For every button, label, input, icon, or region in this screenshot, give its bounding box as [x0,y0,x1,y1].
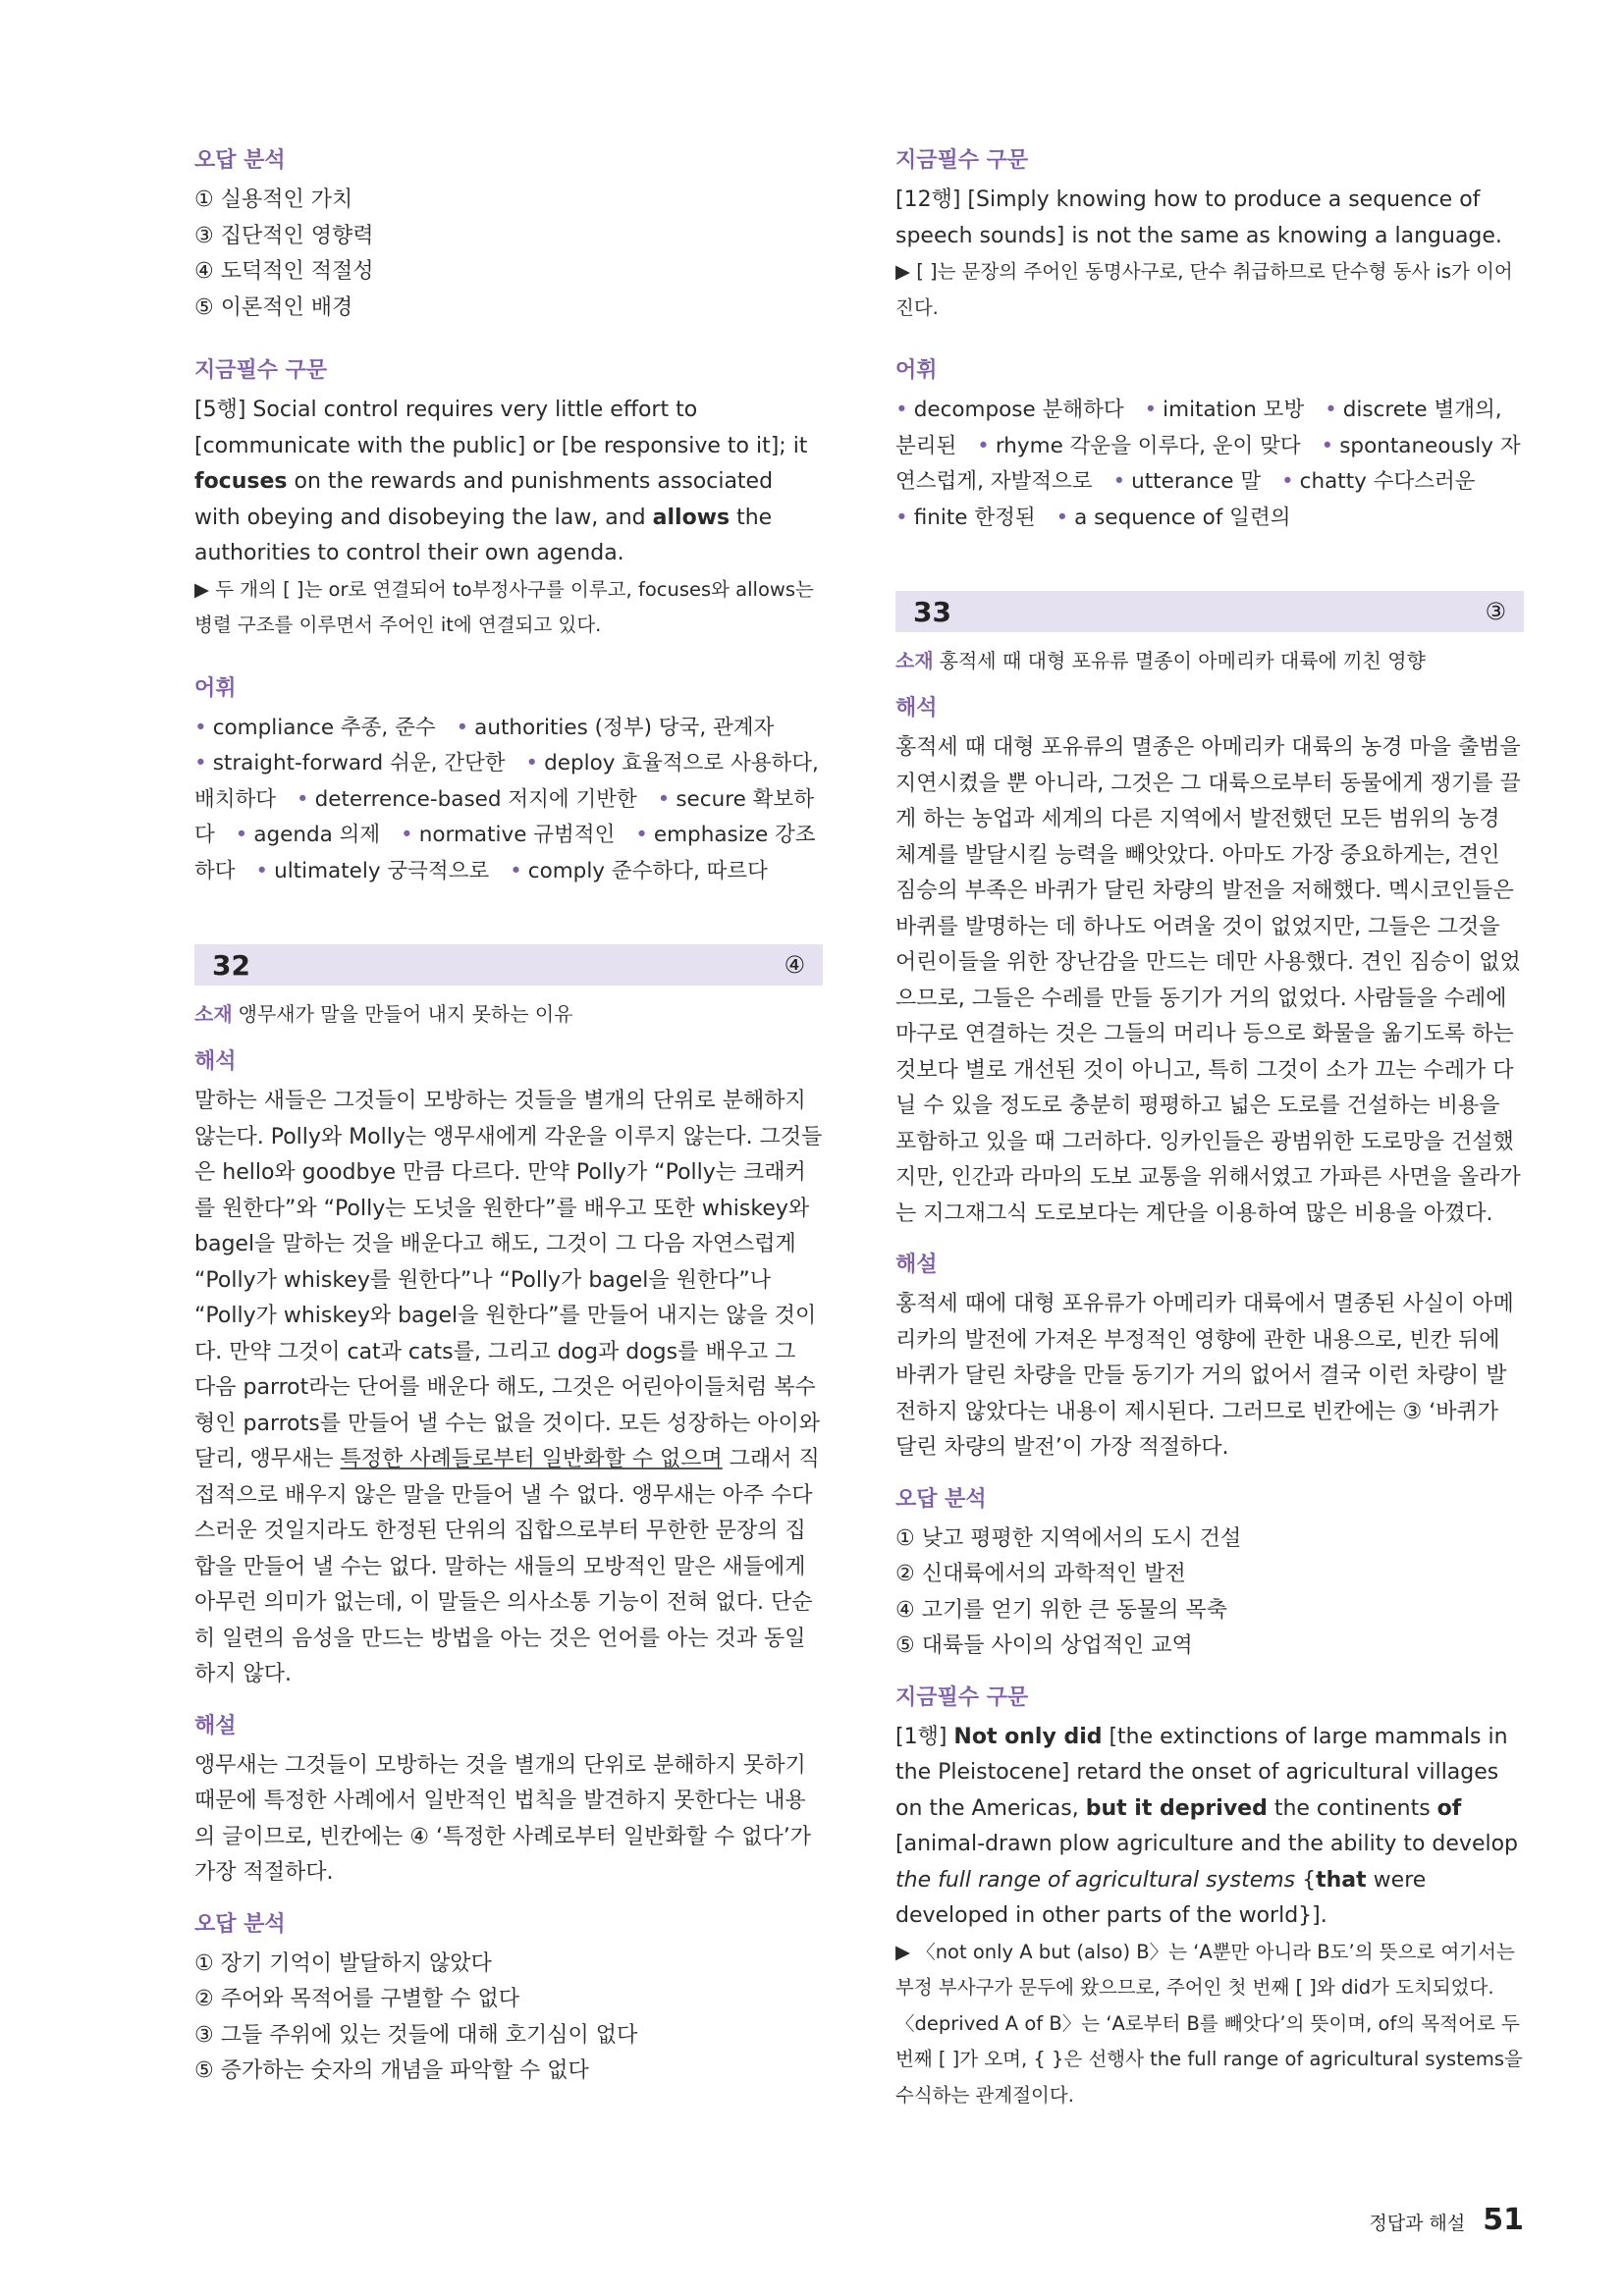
page-number: 51 [1483,2203,1524,2237]
wrong-option: ① 장기 기억이 발달하지 않았다 [194,1950,492,1976]
footer-label: 정답과 해설 [1369,2213,1466,2234]
sentence-text: on the rewards and punishments associated with obeying and disobeying the law, and [194,469,774,530]
topic-text: 앵무새가 말을 만들어 내지 못하는 이유 [238,1002,573,1026]
grammar-note: ▶ 〈not only A but (also) B〉는 ‘A뿐만 아니라 B도’의 뜻으로 여기서는 부정 부사구가 문두에 왔으므로, 주어인 첫 번째 [ ]와 did가 도치되었다. 〈deprived A of B〉는 ‘A로부터 B를 빼앗다’의 뜻이며, of의 목적어로 두 번째 [ ]가 오며, { }은 선행사 the full range of agricultural systems을 수식하는 관계절이다. [895,1940,1523,2107]
question-number: 33 [913,595,951,628]
section-label: 지금필수 구문 [194,358,328,383]
wrong-option: ⑤ 증가하는 숫자의 개념을 파악할 수 없다 [194,2058,589,2083]
wrong-option: ⑤ 이론적인 배경 [194,294,353,320]
question-header [194,944,823,986]
vocab-list [194,711,823,890]
grammar-note: ▶ [ ]는 문장의 주어인 동명사구로, 단수 취급하므로 단수형 동사 is가 이어진다. [895,260,1513,319]
wrong-option-list [194,1947,823,2090]
section-label: 오답 분석 [194,1911,286,1937]
grammar-sentence: [1행] Not only did [the extinctions of large mammals in the Pleistocene] retard the onset of agricultural villages on the Americas, but it deprived the continents of [animal-drawn plow agriculture and the ability to develop the full range of agricultural systems {that were developed in other parts of the world}]. [895,1724,1519,1928]
vocab-item: • discrete 별개의, 분리된 [895,398,1502,458]
grammar-sentence: [12행] [Simply knowing how to produce a sequence of speech sounds] is not the same as knowing a language. [895,187,1502,248]
question-33 [895,591,1524,2113]
vocab-item: • a sequence of 일련의 [1056,505,1291,530]
question-32 [194,944,823,2090]
vocab-item: • deploy 효율적으로 사용하다, 배치하다 [194,751,819,812]
wrong-option: ② 주어와 목적어를 구별할 수 없다 [194,1987,519,2011]
topic-tag: 소재 [895,649,934,672]
vocab-item: • rhyme 각운을 이루다, 운이 맞다 [977,433,1301,458]
answer-mark: ③ [1485,598,1506,625]
sentence-bold: allows [652,505,731,530]
wrong-option: ③ 집단적인 영향력 [194,223,374,248]
wrong-option: ⑤ 대륙들 사이의 상업적인 교역 [895,1633,1193,1658]
explanation-text: 홍적세 때에 대형 포유류가 아메리카 대륙에서 멸종된 사실이 아메리카의 발전에 가져온 부정적인 영향에 관한 내용으로, 빈칸 뒤에 바퀴가 달린 차량을 만들 동기가 거의 없어서 결국 이런 차량이 발전하지 않았다는 내용이 제시된다. 그러므로 빈칸에는 ③ ‘바퀴가 달린 차량의 발전’이 가장 적절하다. [895,1292,1514,1460]
question-header [895,591,1524,632]
sentence-text: the authorities to control their own agenda. [194,505,773,565]
vocab-item: • spontaneously 자연스럽게, 자발적으로 [895,433,1521,494]
wrong-option-list [194,183,823,326]
vocab-list [895,393,1524,536]
grammar-note: ▶ 두 개의 [ ]는 or로 연결되어 to부정사구를 이루고, focuses와 allows는 병렬 구조를 이루면서 주어인 it에 연결되고 있다. [194,577,814,636]
left-column [194,147,823,2090]
vocab-item: • decompose 분해하다 [895,398,1124,422]
underlined-phrase: 특정한 사례들로부터 일반화할 수 없으며 [340,1447,723,1471]
question-number: 32 [212,948,250,982]
sentence-bold: focuses [194,469,288,494]
topic-tag: 소재 [194,1002,233,1026]
topic-text: 홍적세 때 대형 포유류 멸종이 아메리카 대륙에 끼친 영향 [939,649,1426,672]
wrong-option-list [895,1522,1524,1665]
vocab-item: • finite 한정된 [895,505,1036,530]
vocab-item: • compliance 추종, 준수 [194,715,436,740]
vocab-item: • chatty 수다스러운 [1280,469,1476,494]
vocab-item: • authorities (정부) 당국, 관계자 [456,715,775,740]
section-label: 어휘 [194,675,237,701]
vocab-section-32 [895,357,1524,536]
translation-text: 말하는 새들은 그것들이 모방하는 것들을 별개의 단위로 분해하지 않는다. Polly와 Molly는 앵무새에게 각운을 이루지 않는다. 그것들은 hello와 goodbye 만큼 다르다. 만약 Polly가 “Polly는 크래커를 원한다”와 “Polly는 도넛을 원한다”를 배우고 또한 whiskey와 bagel을 말하는 것을 배운다고 해도, 그것이 그 다음 자연스럽게 “Polly가 whiskey를 원한다”나 “Polly가 bagel을 원한다”나 “Polly가 whiskey와 bagel을 원한다”를 만들어 내지는 않을 것이다. 만약 그것이 cat과 cats를, 그리고 dog과 dogs를 배우고 그 다음 parrot라는 단어를 배운다 해도, 그것은 어린아이들처럼 복수형인 parrots를 만들어 낼 수는 없을 것이다. 모든 성장하는 아이와 달리, 앵무새는 특정한 사례들로부터 일반화할 수 없으며 그래서 직접적으로 배우지 않은 말을 만들어 낼 수 없다. 앵무새는 아주 수다스러운 것일지라도 한정된 단위의 집합으로부터 무한한 문장의 집합을 만들어 낼 수는 없다. 말하는 새들의 모방적인 말은 새들에게 아무런 의미가 없는데, 이 말들은 의사소통 기능이 전혀 없다. 단순히 일련의 음성을 만드는 방법을 아는 것은 언어를 아는 것과 동일하지 않다. [194,1089,823,1686]
right-column [895,147,1524,2113]
vocab-item: • emphasize 강조하다 [194,823,816,883]
grammar-section-32 [895,147,1524,326]
vocab-item: • secure 확보하다 [194,786,814,847]
wrong-option: ④ 고기를 얻기 위한 큰 동물의 목축 [895,1597,1227,1623]
vocab-item: • straight-forward 쉬운, 간단한 [194,751,506,775]
explanation-text: 앵무새는 그것들이 모방하는 것을 별개의 단위로 분해하지 못하기 때문에 특정한 사례에서 일반적인 법칙을 발견하지 못한다는 내용의 글이므로, 빈칸에는 ④ ‘특정한 사례로부터 일반화할 수 없다’가 가장 적절하다. [194,1752,811,1885]
wrong-option: ③ 그들 주위에 있는 것들에 대해 호기심이 없다 [194,2022,638,2048]
section-label: 해석 [895,696,938,721]
wrong-option: ④ 도덕적인 적절성 [194,259,374,284]
wrong-analysis-31 [194,147,823,326]
vocab-item: • imitation 모방 [1144,398,1305,422]
translation-text: 홍적세 때 대형 포유류의 멸종은 아메리카 대륙의 농경 마을 출범을 지연시켰을 뿐 아니라, 그것은 그 대륙으로부터 동물에게 쟁기를 끌게 하는 농업과 세계의 다른 지역에서 발전했던 모든 범위의 농경 체계를 발달시킬 능력을 빼앗았다. 아마도 가장 중요하게는, 견인 짐승의 부족은 바퀴가 달린 차량의 발전을 저해했다. 멕시코인들은 바퀴를 발명하는 데 하나도 어려울 것이 없었지만, 그들은 그것을 어린이들을 위한 장난감을 만드는 데만 사용했다. 견인 짐승이 없었으므로, 그들은 수레를 만들 동기가 거의 없었다. 사람들을 수레에 마구로 연결하는 것은 그들의 머리나 등으로 화물을 옮기도록 하는 것보다 별로 개선된 것이 아니고, 특히 그것이 소가 끄는 수레가 다닐 수 있을 정도로 충분히 평평하고 넓은 도로를 건설하는 비용을 포함하고 있을 때 그러하다. 잉카인들은 광범위한 도로망을 건설했지만, 인간과 라마의 도보 교통을 위해서였고 가파른 사면을 올라가는 지그재그식 도로보다는 계단을 이용하여 많은 비용을 아꼈다. [895,735,1521,1226]
vocab-section-31 [194,675,823,890]
section-label: 오답 분석 [194,148,286,173]
topic-line [895,646,1524,675]
grammar-sentence [194,393,823,572]
answer-mark: ④ [784,951,805,979]
wrong-option: ① 실용적인 가치 [194,187,353,212]
vocab-item: • comply 준수하다, 따르다 [510,858,768,883]
wrong-option: ① 낮고 평평한 지역에서의 도시 건설 [895,1525,1242,1551]
section-label: 어휘 [895,358,938,383]
section-label: 해설 [194,1713,237,1738]
sentence-text: [5행] Social control requires very little effort to [communicate with the public] or [be responsive to it]; it [194,398,808,458]
vocab-item: • agenda 의제 [235,823,381,847]
section-label: 지금필수 구문 [895,148,1029,173]
vocab-item: • utterance 말 [1112,469,1262,494]
section-label: 해석 [194,1049,237,1074]
section-label: 해설 [895,1253,938,1277]
section-label: 오답 분석 [895,1486,987,1512]
page-footer [1369,2203,1524,2237]
grammar-section-31 [194,357,823,644]
topic-line [194,999,823,1029]
vocab-item: • normative 규범적인 [401,823,616,847]
section-label: 지금필수 구문 [895,1684,1029,1710]
wrong-option: ② 신대륙에서의 과학적인 발전 [895,1562,1186,1586]
vocab-item: • deterrence-based 저지에 기반한 [296,786,637,812]
vocab-item: • ultimately 궁극적으로 [255,858,490,883]
